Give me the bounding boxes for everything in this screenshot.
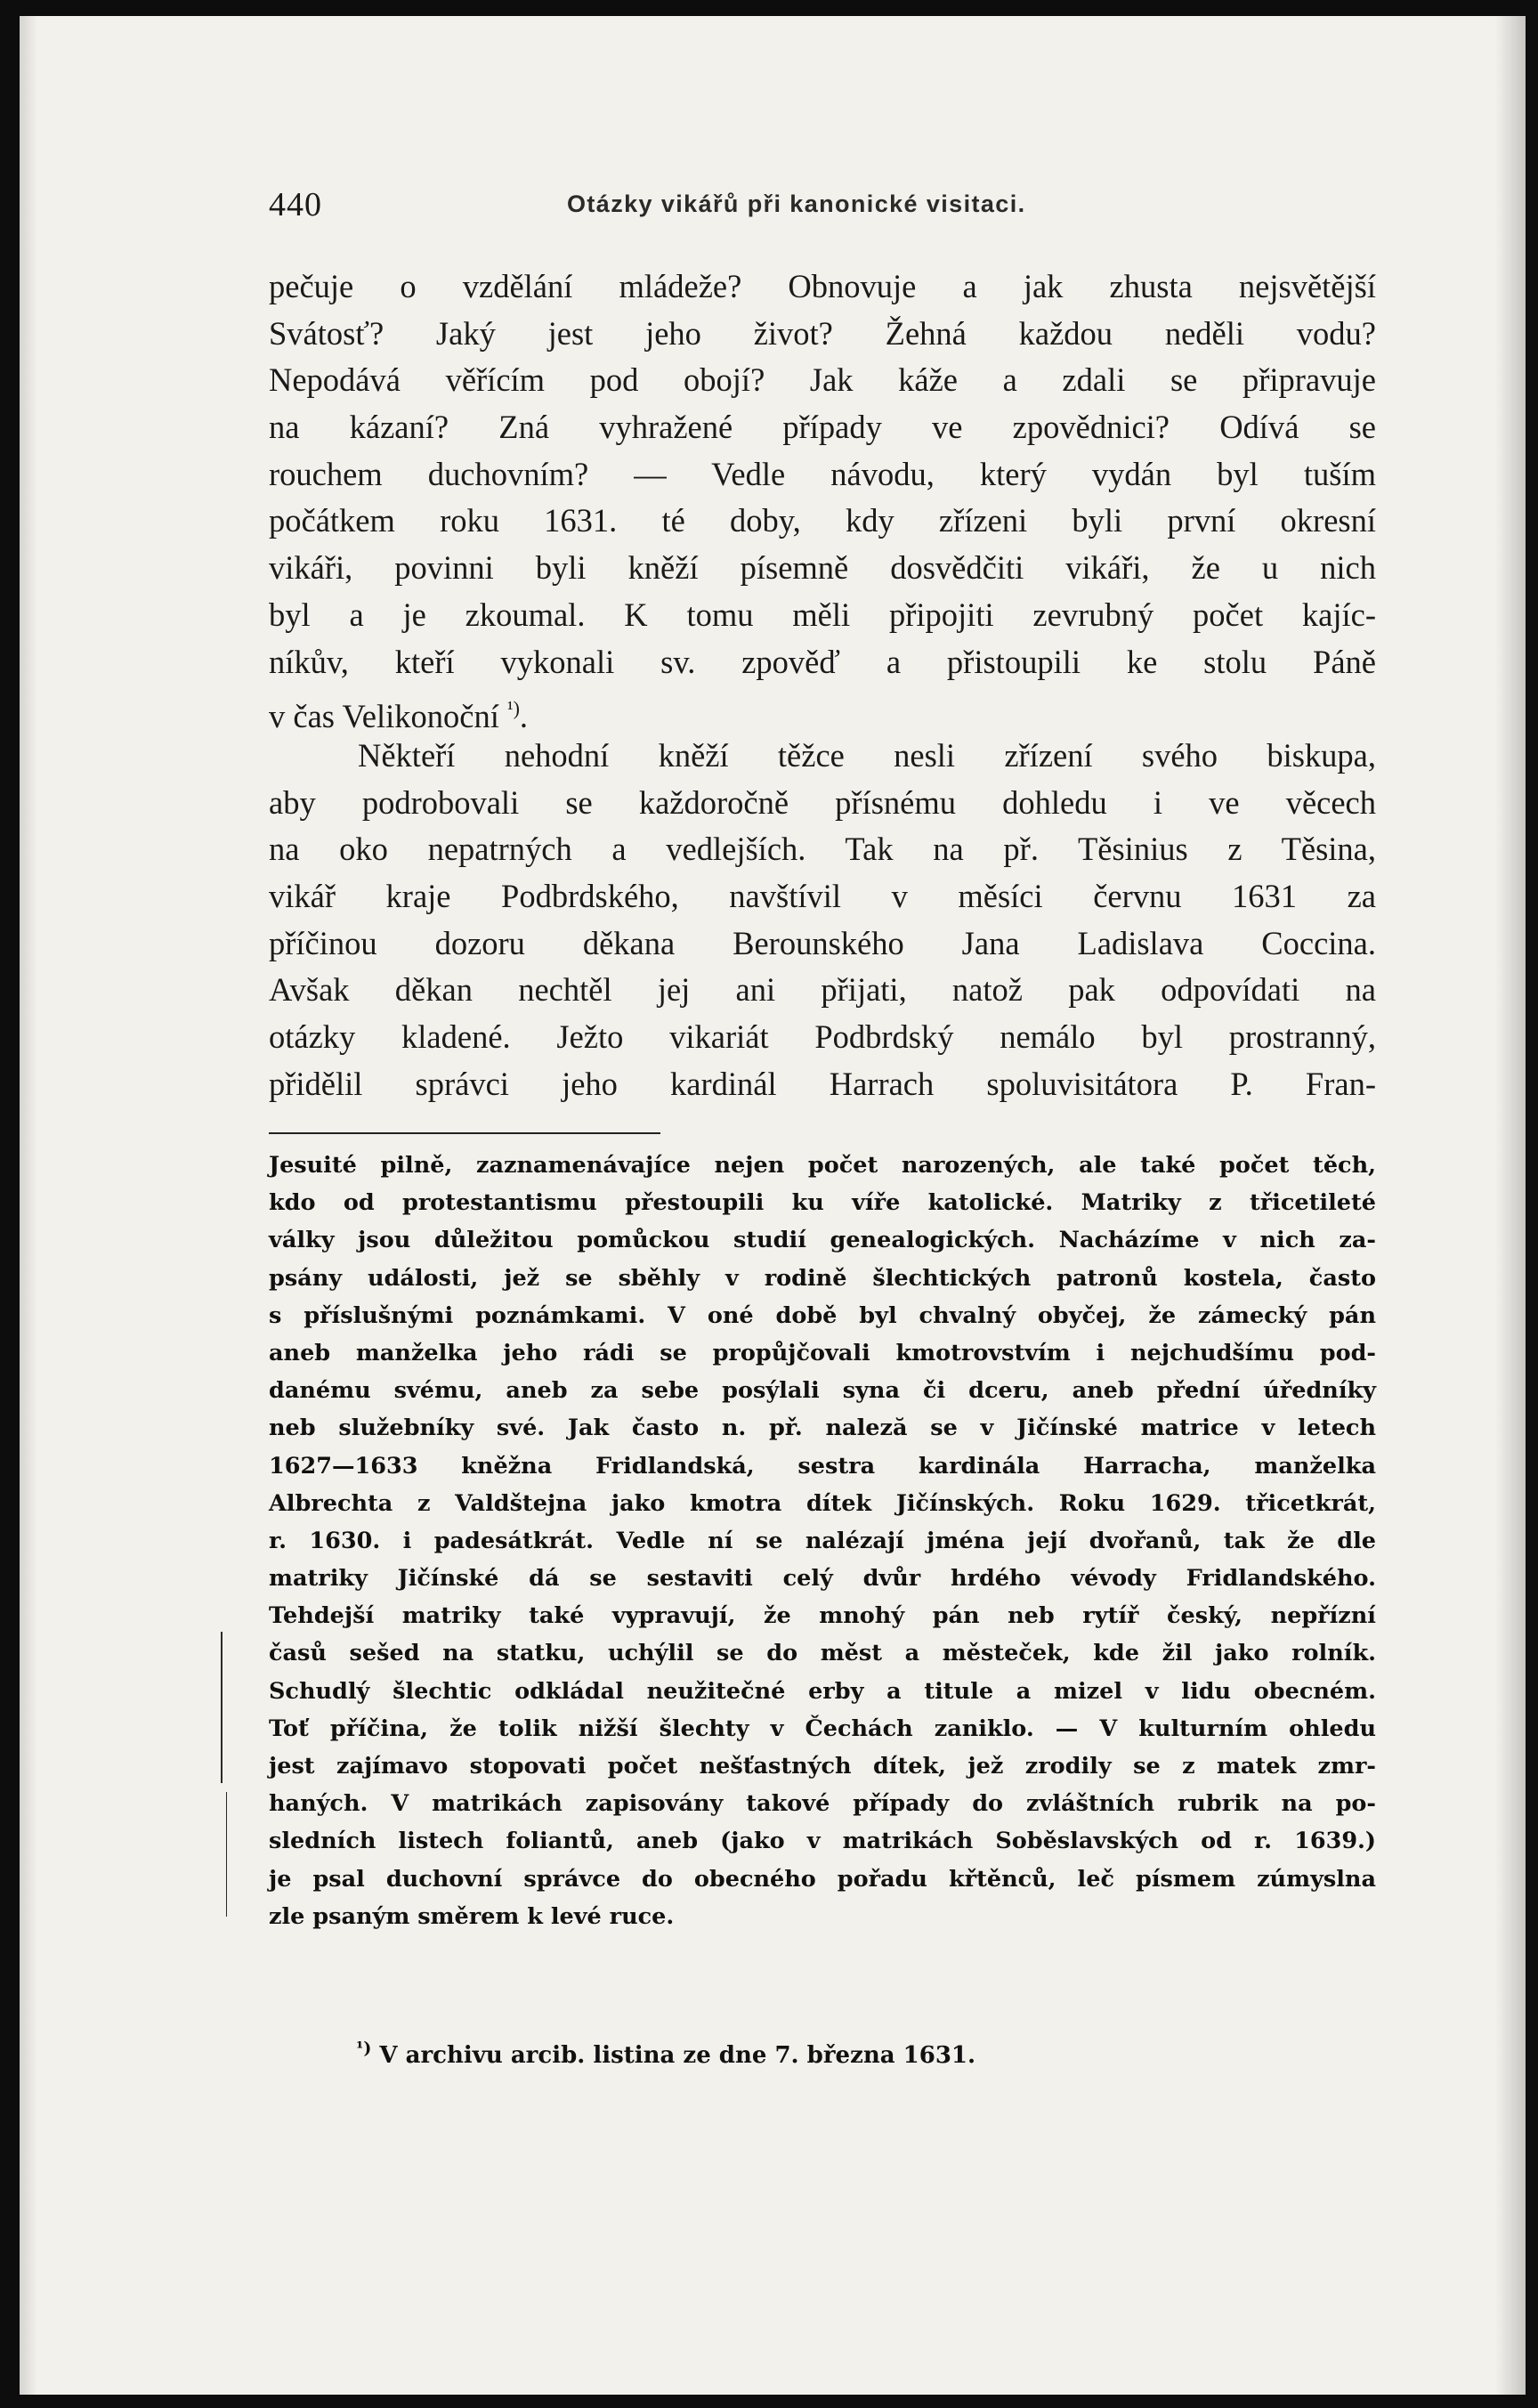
page-edge-shadow-right xyxy=(1495,16,1526,2395)
text-fragment: v čas Velikonoční xyxy=(269,698,499,735)
text-line: aby podrobovali se každoročně přísnému dohledu i ve věcech xyxy=(269,783,1376,821)
note-line: 1627—1633 kněžna Fridlandská, sestra kardinála Harracha, manželka xyxy=(269,1452,1376,1480)
page-edge-shadow-left xyxy=(20,16,37,2395)
text-line: rouchem duchovním? — Vedle návodu, který vydán byl tuším xyxy=(269,455,1376,492)
text-line-paragraph-start: Někteří nehodní kněží těžce nesli zřízení svého biskupa, xyxy=(358,736,1376,774)
note-line: Albrechta z Valdštejna jako kmotra dítek Jičínských. Roku 1629. třicetkrát, xyxy=(269,1489,1376,1517)
text-line: Svátosť? Jaký jest jeho život? Žehná každou neděli vodu? xyxy=(269,314,1376,352)
margin-pencil-mark-lower xyxy=(226,1792,227,1917)
note-line: časů sešed na statku, uchýlil se do měst a městeček, kde žil jako rolník. xyxy=(269,1640,1376,1667)
note-line: je psal duchovní správce do obecného pořadu křtěnců, leč písmem zúmyslna xyxy=(269,1865,1376,1893)
note-line: haných. V matrikách zapisovány takové případy do zvláštních rubrik na po- xyxy=(269,1790,1376,1818)
note-line: s příslušnými poznámkami. V oné době byl chvalný obyčej, že zámecký pán xyxy=(269,1301,1376,1329)
note-line-end: zle psaným směrem k levé ruce. xyxy=(269,1902,675,1930)
text-line: otázky kladené. Ježto vikariát Podbrdský nemálo byl prostranný, xyxy=(269,1018,1376,1055)
footnote-reference: ¹) xyxy=(506,697,520,720)
page-number: 440 xyxy=(269,186,322,223)
note-line: kdo od protestantismu přestoupili ku víře katolické. Matriky z třicetileté xyxy=(269,1189,1376,1217)
note-line: Tehdejší matriky také vypravují, že mnohý pán neb rytíř český, nepřízní xyxy=(269,1602,1376,1630)
text-line: na oko nepatrných a vedlejších. Tak na př. Těsinius z Těsina, xyxy=(269,831,1376,868)
footnote-marker: ¹) xyxy=(356,2039,372,2058)
note-line: r. 1630. i padesátkrát. Vedle ní se nalézají jména její dvořanů, tak že dle xyxy=(269,1527,1376,1554)
text-line: vikáři, povinni byli kněží písemně dosvědčiti vikáři, že u nich xyxy=(269,549,1376,587)
text-line: příčinou dozoru děkana Berounského Jana Ladislava Coccina. xyxy=(269,924,1376,961)
text-line: Nepodává věřícím pod obojí? Jak káže a zdali se připravuje xyxy=(269,361,1376,399)
text-line: přidělil správci jeho kardinál Harrach spoluvisitátora P. Fran- xyxy=(269,1065,1376,1102)
running-header xyxy=(269,185,1376,239)
note-line: psány události, jež se sběhly v rodině šlechtických patronů kostela, často xyxy=(269,1264,1376,1292)
text-line: pečuje o vzdělání mládeže? Obnovuje a jak zhusta nejsvětější xyxy=(269,268,1376,304)
note-line: jest zajímavo stopovati počet nešťastných dítek, jež zrodily se z matek zmr- xyxy=(269,1753,1376,1780)
main-text xyxy=(269,264,1376,1107)
text-line-paragraph-end xyxy=(269,685,1376,733)
note-line: danému svému, aneb za sebe posýlali syna či dceru, aneb přední úředníky xyxy=(269,1377,1376,1405)
text-line: níkův, kteří vykonali sv. zpověď a přistoupili ke stolu Páně xyxy=(269,643,1376,680)
note-line: války jsou důležitou pomůckou studií genealogických. Nacházíme v nich za- xyxy=(269,1227,1376,1254)
note-line: sledních listech foliantů, aneb (jako v matrikách Soběslavských od r. 1639.) xyxy=(269,1828,1376,1855)
text-line: počátkem roku 1631. té doby, kdy zřízeni byli první okresní xyxy=(269,502,1376,539)
text-line: Avšak děkan nechtěl jej ani přijati, natož pak odpovídati na xyxy=(269,971,1376,1009)
footnote-separator-rule xyxy=(269,1132,660,1134)
note-line: aneb manželka jeho rádi se propůjčovali kmotrovstvím i nejchudšímu pod- xyxy=(269,1339,1376,1366)
note-line: matriky Jičínské dá se sestaviti celý dvůr hrdého vévody Fridlandského. xyxy=(269,1565,1376,1593)
footnote-text: V archivu arcib. listina ze dne 7. března 1631. xyxy=(379,2042,976,2069)
note-line: neb služebníky své. Jak často n. př. naleză se v Jičínské matrice v letech xyxy=(269,1415,1376,1442)
note-line: Jesuité pilně, zaznamenávajíce nejen počet narozených, ale také počet těch, xyxy=(269,1152,1376,1179)
footnote-1 xyxy=(269,2039,1376,2069)
margin-pencil-mark xyxy=(221,1632,223,1783)
text-line: byl a je zkoumal. K tomu měli připojiti zevrubný počet kajíc- xyxy=(269,596,1376,633)
note-line: Toť příčina, že tolik nižší šlechty v Čechách zaniklo. — V kulturním ohledu xyxy=(269,1715,1376,1742)
text-line: vikář kraje Podbrdského, navštívil v měsíci červnu 1631 za xyxy=(269,877,1376,914)
running-title: Otázky vikářů při kanonické visitaci. xyxy=(567,191,1026,217)
note-line: Schudlý šlechtic odkládal neužitečné erby a titule a mizel v lidu obecném. xyxy=(269,1677,1376,1705)
text-line: na kázaní? Zná vyhražené případy ve zpovědnici? Odívá se xyxy=(269,409,1376,446)
continued-footnote-text xyxy=(269,1147,1376,1935)
sentence-period: . xyxy=(519,698,529,735)
